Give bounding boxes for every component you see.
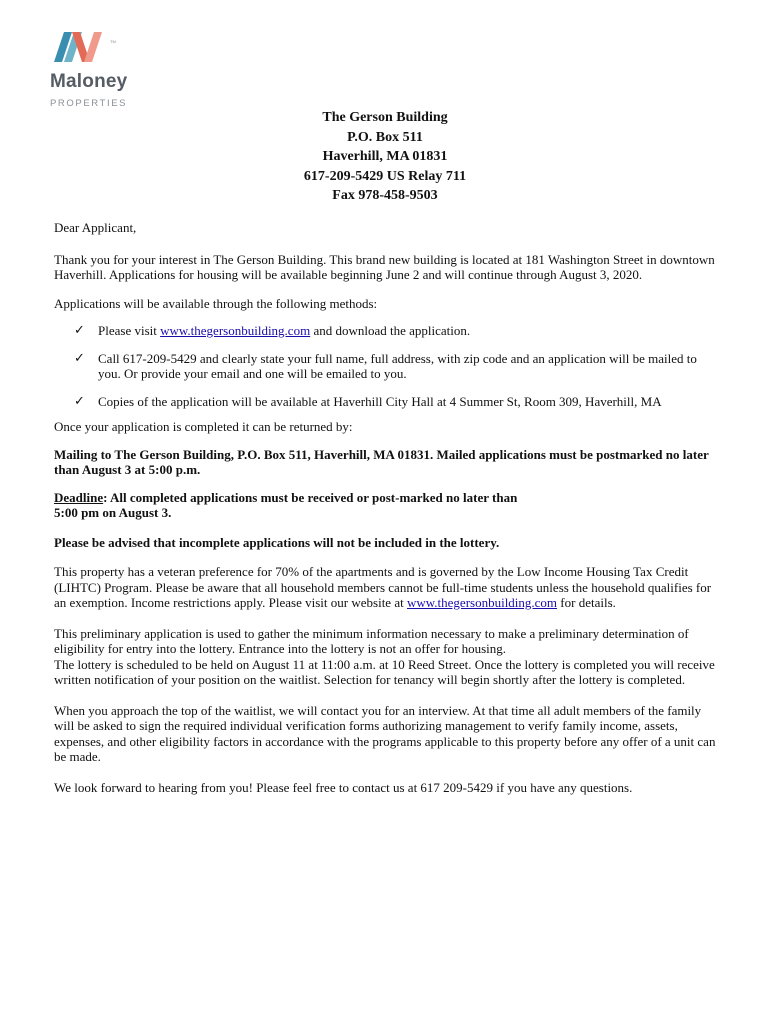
phone-relay: 617-209-5429 US Relay 711: [303, 168, 467, 184]
closing-paragraph: We look forward to hearing from you! Please feel free to contact us at 617 209-5429 if you have any questions.: [54, 779, 633, 795]
veteran-text: This property has a veteran preference for 70% of the apartments and is governed by the Low Income Housing Tax Credit (LIHTC) Program. Please be aware that all household members cannot be full-time students unless the household qualifies for an exemption. Income restrictions apply. Please visit our website at: [54, 564, 712, 610]
waitlist-paragraph: When you approach the top of the waitlist, we will contact you for an interview. At that time all adult members of the family will be asked to sign the required individual verification forms authorizing management to verify family income, assets, expenses, and other eligibility factors in accordance with the programs applicable to this property before any offer of a unit can be made.: [54, 702, 716, 764]
trademark-mark: TM: [110, 39, 116, 44]
salutation: Dear Applicant,: [54, 220, 137, 235]
deadline-paragraph: [54, 490, 718, 521]
checkmark-icon: ✓: [74, 323, 85, 338]
city-state-zip: Haverhill, MA 01831: [322, 149, 448, 164]
list-item: [54, 351, 718, 382]
incomplete-warning: Please be advised that incomplete applications will not be included in the lottery.: [54, 534, 500, 550]
methods-intro: Applications will be available through the following methods:: [54, 295, 378, 311]
website-link[interactable]: www.thegersonbuilding.com: [406, 595, 558, 610]
website-link[interactable]: www.thegersonbuilding.com: [160, 323, 311, 338]
deadline-label: Deadline: [54, 489, 104, 505]
maloney-m-mark-icon: [48, 28, 106, 62]
list-item: [54, 323, 718, 339]
method-call-text: Call 617-209-5429 and clearly state your full name, full address, with zip code and an application will be mailed to you. Or provide your email and one will be emailed to you.: [98, 350, 697, 381]
letter-body: [54, 220, 718, 795]
letterhead: [0, 108, 770, 206]
building-name: The Gerson Building: [322, 110, 448, 125]
po-box: P.O. Box 511: [347, 129, 423, 145]
checkmark-icon: ✓: [74, 350, 85, 366]
preliminary-text-2: The lottery is scheduled to be held on August 11 at 11:00 a.m. at 10 Reed Street. Once the lottery is completed you will receive written notification of your position on the waitlist. Selection for tenancy will begin shortly after the lottery is completed.: [54, 656, 715, 687]
logo-wordmark: Maloney: [50, 71, 128, 92]
deadline-text: : All completed applications must be received or post-marked no later than: [103, 489, 518, 505]
company-logo: [48, 28, 130, 108]
return-intro: Once your application is completed it can be returned by:: [54, 419, 353, 434]
mailing-instructions: Mailing to The Gerson Building, P.O. Box 511, Haverhill, MA 01831. Mailed applications must be postmarked no later than August 3 at 5:00 p.m.: [54, 446, 709, 477]
preliminary-text-1: This preliminary application is used to gather the minimum information necessary to make a preliminary determination of eligibility for entry into the lottery. Entrance into the lottery is not an offer for housing.: [54, 625, 689, 656]
method-cityhall-text: Copies of the application will be available at Haverhill City Hall at 4 Summer St, Room 309, Haverhill, MA: [98, 393, 662, 409]
list-item: [54, 394, 718, 410]
method-visit-prefix: Please visit: [98, 323, 161, 338]
deadline-text-2: 5:00 pm on August 3.: [54, 505, 172, 520]
method-visit-suffix: and download the application.: [310, 323, 471, 338]
veteran-suffix: for details.: [557, 595, 616, 610]
logo-subtitle: PROPERTIES: [50, 98, 128, 109]
fax-number: Fax 978-458-9503: [332, 188, 438, 203]
methods-list: [54, 323, 718, 409]
veteran-paragraph: [54, 564, 718, 611]
checkmark-icon: ✓: [74, 393, 85, 409]
preliminary-paragraph: [54, 626, 718, 688]
intro-paragraph: Thank you for your interest in The Gerson Building. This brand new building is located at 181 Washington Street in downtown Haverhill. Applications for housing will be available beginning June 2 and will continue through August 3, 2020.: [54, 251, 715, 282]
